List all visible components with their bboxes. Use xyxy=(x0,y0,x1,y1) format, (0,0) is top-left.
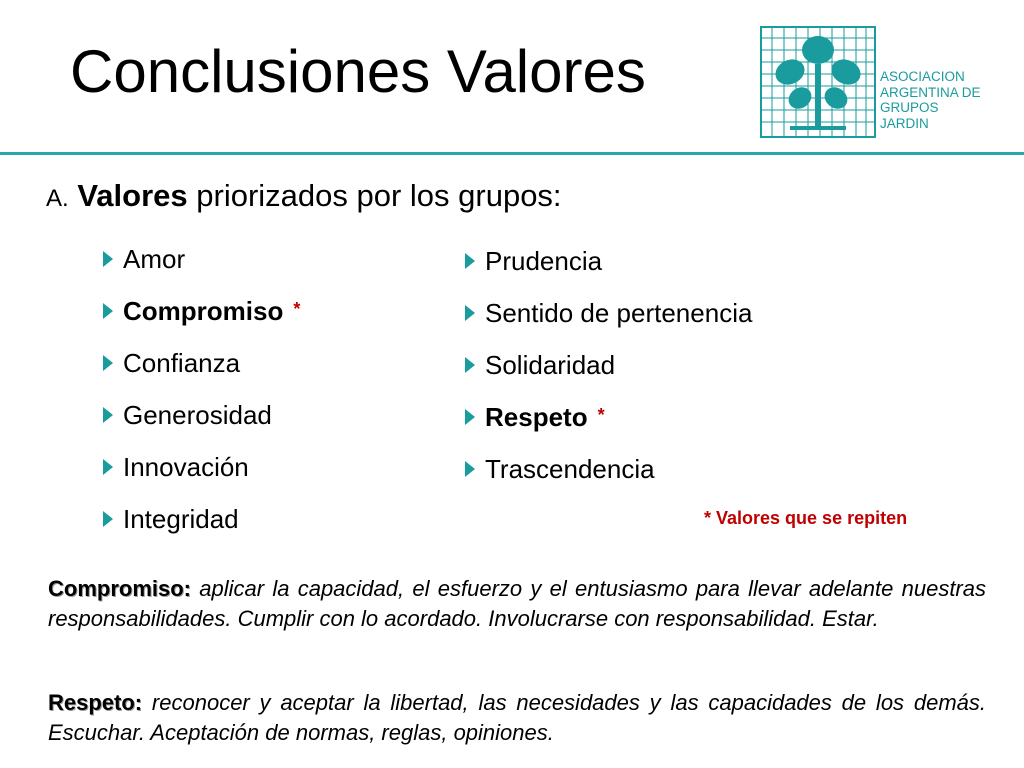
logo-line: ARGENTINA DE xyxy=(880,84,981,100)
values-list-left xyxy=(103,244,300,556)
arrow-bullet-icon xyxy=(103,511,113,527)
list-item xyxy=(103,244,300,296)
value-label: Trascendencia xyxy=(485,454,655,484)
header-divider xyxy=(0,152,1024,155)
value-label: Confianza xyxy=(123,348,241,378)
repeat-marker: * xyxy=(597,405,605,425)
list-item xyxy=(103,348,300,400)
arrow-bullet-icon xyxy=(103,251,113,267)
list-item xyxy=(465,350,752,402)
section-prefix: A. xyxy=(46,185,69,212)
list-item xyxy=(103,504,300,556)
flower-grid-logo-icon xyxy=(760,26,876,138)
logo-line: GRUPOS xyxy=(880,100,939,115)
value-label: Amor xyxy=(123,244,186,274)
definition-text: aplicar la capacidad, el esfuerzo y el entusiasmo para llevar adelante nuestras responsabilidades. Cumplir con lo acordado. Involucrarse con responsabilidad. Estar. xyxy=(48,576,986,631)
arrow-bullet-icon xyxy=(103,303,113,319)
value-label: Sentido de pertenencia xyxy=(485,298,753,328)
logo-line: JARDIN xyxy=(880,115,929,131)
logo-wordmark xyxy=(880,69,981,131)
repeat-marker: * xyxy=(293,299,301,319)
list-item xyxy=(465,298,752,350)
value-label: Generosidad xyxy=(123,400,272,430)
section-keyword: Valores xyxy=(77,178,188,213)
value-label: Respeto xyxy=(485,402,588,432)
section-heading xyxy=(46,178,562,214)
arrow-bullet-icon xyxy=(103,407,113,423)
arrow-bullet-icon xyxy=(465,357,475,373)
definition-term: Compromiso: xyxy=(48,576,191,601)
definition-term: Respeto: xyxy=(48,690,143,715)
list-item xyxy=(465,402,752,454)
value-label: Integridad xyxy=(123,504,239,534)
list-item xyxy=(103,400,300,452)
arrow-bullet-icon xyxy=(465,305,475,321)
slide-title: Conclusiones Valores xyxy=(70,38,646,105)
logo-line: ASOCIACION xyxy=(880,69,965,84)
value-label: Solidaridad xyxy=(485,350,616,380)
section-rest: priorizados por los grupos: xyxy=(196,178,562,213)
value-label: Prudencia xyxy=(485,246,603,276)
arrow-bullet-icon xyxy=(103,459,113,475)
list-item xyxy=(465,454,752,506)
values-list-right xyxy=(465,246,752,506)
repeat-note: * Valores que se repiten xyxy=(704,508,908,528)
list-item xyxy=(465,246,752,298)
value-label: Innovación xyxy=(123,452,249,482)
definition-text: reconocer y aceptar la libertad, las necesidades y las capacidades de los demás. Escuchar. Aceptación de normas, reglas, opiniones. xyxy=(48,690,986,745)
definition-compromiso xyxy=(48,574,986,634)
value-label: Compromiso xyxy=(123,296,284,326)
arrow-bullet-icon xyxy=(465,253,475,269)
arrow-bullet-icon xyxy=(465,409,475,425)
list-item xyxy=(103,296,300,348)
arrow-bullet-icon xyxy=(103,355,113,371)
list-item xyxy=(103,452,300,504)
arrow-bullet-icon xyxy=(465,461,475,477)
definition-respeto xyxy=(48,688,986,748)
